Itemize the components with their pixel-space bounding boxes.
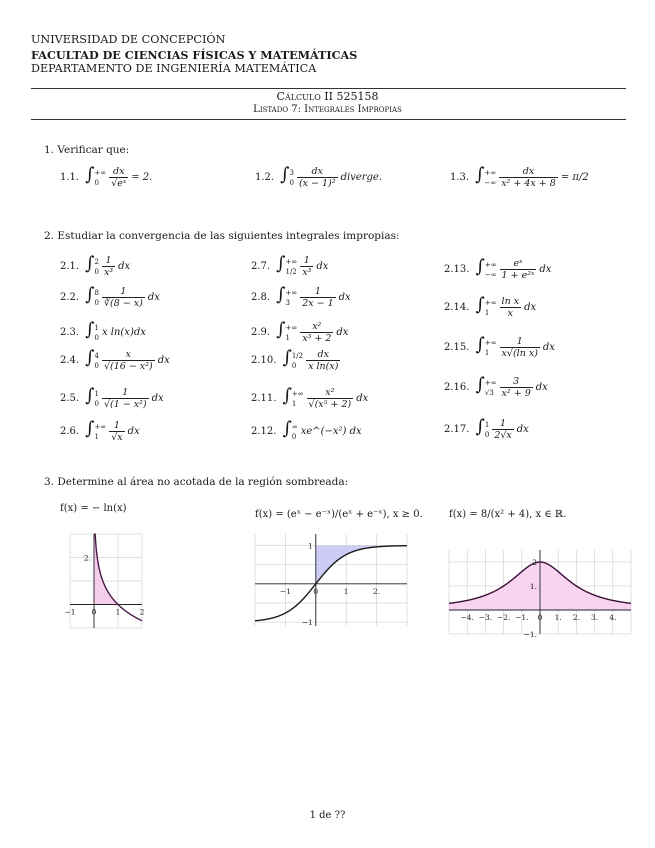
lower-limit: 0 bbox=[94, 399, 99, 408]
lower-limit: 1 bbox=[484, 348, 490, 357]
numerator: dx bbox=[109, 166, 128, 178]
integral-limits bbox=[485, 420, 489, 440]
integral-item bbox=[251, 255, 328, 278]
integral-tail: dx bbox=[316, 261, 329, 272]
x-tick-label: −4. bbox=[460, 613, 474, 622]
lower-limit: 1 bbox=[94, 432, 99, 441]
plot-1-label: f(x) = − ln(x) bbox=[60, 503, 127, 514]
integral-limits bbox=[94, 257, 98, 277]
upper-limit: +∞ bbox=[285, 257, 298, 266]
numerator: 1 bbox=[300, 255, 313, 267]
x-tick-label: −3. bbox=[478, 613, 493, 622]
integral-item bbox=[450, 166, 589, 189]
integral-item bbox=[60, 387, 164, 410]
integral-tail: dx bbox=[535, 382, 548, 393]
integral-limits bbox=[292, 389, 304, 409]
lower-limit: 0 bbox=[94, 298, 99, 307]
item-number: 2.3. bbox=[60, 327, 80, 338]
denominator: √x bbox=[111, 432, 123, 443]
lower-limit: √3 bbox=[484, 388, 494, 397]
x-tick-label: 0 bbox=[91, 607, 97, 617]
denominator: x ln(x) bbox=[308, 361, 339, 372]
item-number: 2.7. bbox=[251, 261, 271, 272]
numerator: 1 bbox=[102, 387, 149, 399]
item-number: 2.5. bbox=[60, 393, 80, 404]
upper-limit: +∞ bbox=[484, 260, 497, 269]
upper-limit: 3 bbox=[289, 168, 294, 177]
integral-limits bbox=[285, 323, 297, 343]
integral-tail: diverge. bbox=[340, 172, 383, 183]
x-tick-label: 1. bbox=[554, 613, 562, 622]
integral-item bbox=[444, 376, 548, 399]
item-number: 2.1. bbox=[60, 261, 80, 272]
x-tick-label: 0 bbox=[313, 586, 319, 596]
denominator: x³ + 2 bbox=[302, 333, 332, 344]
y-tick-label: −1 bbox=[301, 618, 313, 628]
upper-limit: +∞ bbox=[285, 288, 298, 297]
plot-neg-ln bbox=[62, 532, 154, 632]
lower-limit: −∞ bbox=[484, 178, 497, 187]
denominator: √(1 − x²) bbox=[103, 399, 147, 410]
integral-sign: ∫ bbox=[85, 385, 95, 406]
integral-sign: ∫ bbox=[85, 253, 95, 274]
y-tick-label: −1. bbox=[523, 630, 537, 638]
denominator: x bbox=[507, 308, 513, 319]
integral-tail: dx bbox=[539, 264, 552, 275]
integral-sign: ∫ bbox=[475, 294, 485, 315]
integral-item bbox=[255, 166, 382, 189]
item-number: 1.2. bbox=[255, 172, 275, 183]
question-3-prompt: 3. Determine al área no acotada de la región sombreada: bbox=[44, 476, 349, 488]
upper-limit: 1 bbox=[484, 420, 490, 429]
shaded-region bbox=[94, 534, 118, 605]
plot-3-label: f(x) = 8/(x² + 4), x ∈ ℝ. bbox=[449, 509, 567, 520]
upper-limit: 4 bbox=[94, 351, 99, 360]
plot-2-label: f(x) = (eˣ − e⁻ˣ)/(eˣ + e⁻ˣ), x ≥ 0. bbox=[255, 509, 423, 520]
integral-tail: dx bbox=[542, 342, 555, 353]
department-name: DEPARTAMENTO DE INGENIERÍA MATEMÁTICA bbox=[31, 62, 317, 75]
numerator: dx bbox=[297, 166, 338, 178]
integral-tail: dx bbox=[118, 261, 131, 272]
integral-tail: dx bbox=[127, 426, 140, 437]
upper-limit: ∞ bbox=[291, 422, 298, 431]
integral-limits bbox=[94, 288, 98, 308]
lower-limit: 1 bbox=[484, 308, 490, 317]
numerator: 3 bbox=[500, 376, 533, 388]
lower-limit: 3 bbox=[285, 298, 290, 307]
integral-tail: x ln(x)dx bbox=[101, 327, 146, 338]
item-number: 2.17. bbox=[444, 424, 470, 435]
x-tick-label: 2 bbox=[139, 607, 145, 617]
upper-limit: +∞ bbox=[285, 323, 298, 332]
item-number: 2.10. bbox=[251, 355, 277, 366]
item-number: 2.16. bbox=[444, 382, 470, 393]
numerator: 1 bbox=[300, 286, 335, 298]
upper-limit: +∞ bbox=[94, 168, 107, 177]
upper-limit: +∞ bbox=[484, 378, 497, 387]
integral-tail: dx bbox=[524, 302, 537, 313]
lower-limit: −∞ bbox=[484, 270, 497, 279]
numerator: x bbox=[102, 349, 155, 361]
integral-sign: ∫ bbox=[475, 374, 485, 395]
bottom-rule bbox=[31, 119, 626, 120]
integrand-fraction bbox=[500, 376, 533, 399]
integral-limits bbox=[289, 168, 293, 188]
integral-tail: = π/2 bbox=[560, 172, 589, 183]
integral-tail: xe^(−x²) dx bbox=[300, 426, 362, 437]
denominator: x² + 9 bbox=[501, 388, 531, 399]
lower-limit: 0 bbox=[94, 178, 99, 187]
denominator: √(16 − x²) bbox=[103, 361, 153, 372]
integral-tail: dx bbox=[336, 327, 349, 338]
top-rule bbox=[31, 88, 626, 89]
upper-limit: +∞ bbox=[291, 389, 304, 398]
integral-limits bbox=[94, 323, 98, 343]
x-tick-label: 4. bbox=[609, 613, 617, 622]
integral-limits bbox=[285, 257, 297, 277]
question-2-prompt: 2. Estudiar la convergencia de las siguientes integrales impropias: bbox=[44, 230, 400, 242]
integral-tail: dx bbox=[356, 393, 369, 404]
upper-limit: +∞ bbox=[484, 168, 497, 177]
integral-item bbox=[444, 336, 555, 359]
numerator: dx bbox=[306, 349, 340, 361]
integrand-fraction bbox=[102, 255, 115, 278]
integral-item bbox=[60, 349, 170, 372]
integrand-fraction bbox=[102, 387, 149, 410]
course-subtitle: Listado 7: Integrales Impropias bbox=[253, 104, 402, 115]
university-name: UNIVERSIDAD DE CONCEPCIÓN bbox=[31, 33, 226, 46]
integral-sign: ∫ bbox=[276, 319, 286, 340]
denominator: x√(ln x) bbox=[501, 348, 538, 359]
denominator: (x − 1)² bbox=[298, 178, 336, 189]
integrand-fraction bbox=[102, 286, 145, 309]
numerator: 1 bbox=[500, 336, 540, 348]
integrand-fraction bbox=[306, 349, 340, 372]
integrand-fraction bbox=[102, 349, 155, 372]
integral-sign: ∫ bbox=[276, 253, 286, 274]
integral-tail: dx bbox=[338, 292, 351, 303]
integrand-fraction bbox=[307, 387, 354, 410]
lower-limit: 0 bbox=[94, 333, 99, 342]
faculty-name: FACULTAD DE CIENCIAS FÍSICAS Y MATEMÁTICAS bbox=[31, 48, 358, 62]
integrand-fraction bbox=[500, 336, 540, 359]
numerator: 1 bbox=[102, 286, 145, 298]
integral-sign: ∫ bbox=[282, 347, 292, 368]
integral-tail: dx bbox=[151, 393, 164, 404]
integral-limits bbox=[94, 389, 98, 409]
numerator: eˣ bbox=[500, 258, 537, 270]
page-footer: 1 de ?? bbox=[309, 810, 346, 821]
x-tick-label: −1 bbox=[64, 607, 76, 617]
integrand-fraction bbox=[109, 166, 128, 189]
integral-sign: ∫ bbox=[85, 347, 95, 368]
item-number: 2.8. bbox=[251, 292, 271, 303]
upper-limit: 1/2 bbox=[291, 351, 304, 360]
integral-limits bbox=[94, 422, 106, 442]
integral-sign: ∫ bbox=[475, 164, 485, 185]
x-tick-label: −2. bbox=[496, 613, 511, 622]
item-number: 2.15. bbox=[444, 342, 470, 353]
item-number: 2.14. bbox=[444, 302, 470, 313]
integral-limits bbox=[292, 351, 303, 371]
upper-limit: +∞ bbox=[484, 338, 497, 347]
integral-limits bbox=[484, 168, 496, 188]
y-tick-label: 2. bbox=[83, 553, 91, 563]
item-number: 2.6. bbox=[60, 426, 80, 437]
x-tick-label: −1. bbox=[515, 613, 529, 622]
denominator: x³ bbox=[103, 267, 114, 278]
item-number: 1.1. bbox=[60, 172, 80, 183]
y-tick-label: 1 bbox=[308, 541, 313, 551]
integral-item bbox=[251, 321, 348, 344]
integral-limits bbox=[485, 378, 497, 398]
upper-limit: 8 bbox=[94, 288, 99, 297]
upper-limit: 2 bbox=[94, 257, 99, 266]
upper-limit: +∞ bbox=[94, 422, 107, 431]
integral-sign: ∫ bbox=[282, 385, 292, 406]
lower-limit: 0 bbox=[289, 178, 294, 187]
x-tick-label: 0 bbox=[537, 613, 543, 622]
integral-item bbox=[60, 255, 130, 278]
item-number: 2.9. bbox=[251, 327, 271, 338]
integral-sign: ∫ bbox=[85, 418, 95, 439]
numerator: x² bbox=[300, 321, 333, 333]
denominator: 2x − 1 bbox=[302, 298, 334, 309]
integral-limits bbox=[485, 338, 497, 358]
integral-item bbox=[60, 286, 160, 309]
integral-limits bbox=[485, 298, 497, 318]
item-number: 2.12. bbox=[251, 426, 277, 437]
lower-limit: 0 bbox=[94, 361, 99, 370]
integral-item bbox=[60, 321, 146, 343]
x-tick-label: 1 bbox=[343, 586, 349, 596]
integral-limits bbox=[292, 422, 298, 442]
integral-tail: = 2. bbox=[131, 172, 153, 183]
integral-item bbox=[444, 258, 551, 281]
denominator: √(x⁵ + 2) bbox=[308, 399, 352, 410]
integral-sign: ∫ bbox=[276, 284, 286, 305]
integral-tail: dx bbox=[147, 292, 160, 303]
x-tick-label: 2. bbox=[373, 586, 381, 596]
integral-item bbox=[251, 387, 368, 410]
integral-item bbox=[251, 349, 343, 372]
item-number: 2.4. bbox=[60, 355, 80, 366]
course-title: Cálculo II 525158 bbox=[276, 90, 379, 103]
integral-tail: dx bbox=[157, 355, 170, 366]
integral-sign: ∫ bbox=[475, 416, 485, 437]
integrand-fraction bbox=[300, 286, 335, 309]
integral-limits bbox=[94, 351, 98, 371]
y-tick-label: 1. bbox=[529, 582, 537, 591]
integrand-fraction bbox=[500, 296, 522, 319]
integral-item bbox=[60, 420, 140, 443]
integral-sign: ∫ bbox=[282, 418, 292, 439]
denominator: x³ bbox=[302, 267, 312, 278]
integral-item bbox=[251, 286, 351, 309]
item-number: 1.3. bbox=[450, 172, 470, 183]
denominator: √eˣ bbox=[111, 178, 127, 189]
integral-item bbox=[444, 296, 536, 319]
x-tick-label: 3. bbox=[591, 613, 599, 622]
integral-item bbox=[60, 166, 152, 189]
integral-limits bbox=[285, 288, 297, 308]
numerator: ln x bbox=[501, 296, 520, 307]
denominator: 1 + e²ˣ bbox=[501, 270, 535, 281]
numerator: 1 bbox=[109, 420, 124, 432]
item-number: 2.2. bbox=[60, 292, 80, 303]
integral-sign: ∫ bbox=[85, 319, 95, 340]
lower-limit: 1 bbox=[285, 333, 290, 342]
x-tick-label: 1 bbox=[115, 607, 121, 617]
integrand-fraction bbox=[492, 418, 513, 441]
question-1-prompt: 1. Verificar que: bbox=[44, 144, 130, 156]
upper-limit: 1 bbox=[94, 389, 99, 398]
lower-limit: 0 bbox=[291, 432, 297, 441]
denominator: x² + 4x + 8 bbox=[501, 178, 556, 189]
numerator: 1 bbox=[492, 418, 513, 430]
integral-tail: dx bbox=[516, 424, 529, 435]
integrand-fraction bbox=[300, 321, 333, 344]
upper-limit: 1 bbox=[94, 323, 99, 332]
item-number: 2.13. bbox=[444, 264, 470, 275]
plot-lorentzian bbox=[447, 548, 633, 638]
integral-sign: ∫ bbox=[475, 334, 485, 355]
integral-item bbox=[444, 418, 529, 441]
plot-tanh bbox=[253, 530, 411, 630]
upper-limit: +∞ bbox=[484, 298, 497, 307]
numerator: 1 bbox=[102, 255, 115, 267]
lower-limit: 0 bbox=[291, 361, 297, 370]
item-number: 2.11. bbox=[251, 393, 277, 404]
lower-limit: 1/2 bbox=[285, 267, 297, 276]
integral-sign: ∫ bbox=[475, 256, 485, 277]
integral-limits bbox=[94, 168, 106, 188]
x-tick-label: −1 bbox=[279, 586, 291, 596]
integrand-fraction bbox=[109, 420, 124, 443]
integrand-fraction bbox=[300, 255, 313, 278]
integrand-fraction bbox=[500, 258, 537, 281]
integrand-fraction bbox=[499, 166, 558, 189]
denominator: ∛(8 − x) bbox=[103, 298, 143, 309]
x-tick-label: 2. bbox=[572, 613, 580, 622]
integral-item bbox=[251, 420, 362, 442]
integral-sign: ∫ bbox=[280, 164, 290, 185]
denominator: 2√x bbox=[494, 430, 512, 441]
numerator: dx bbox=[499, 166, 558, 178]
numerator: x² bbox=[307, 387, 354, 399]
y-tick-label: 2 bbox=[532, 558, 537, 567]
lower-limit: 1 bbox=[291, 399, 297, 408]
integral-sign: ∫ bbox=[85, 164, 95, 185]
lower-limit: 0 bbox=[94, 267, 99, 276]
integral-limits bbox=[485, 260, 497, 280]
lower-limit: 0 bbox=[484, 430, 490, 439]
integrand-fraction bbox=[297, 166, 338, 189]
integral-sign: ∫ bbox=[85, 284, 95, 305]
